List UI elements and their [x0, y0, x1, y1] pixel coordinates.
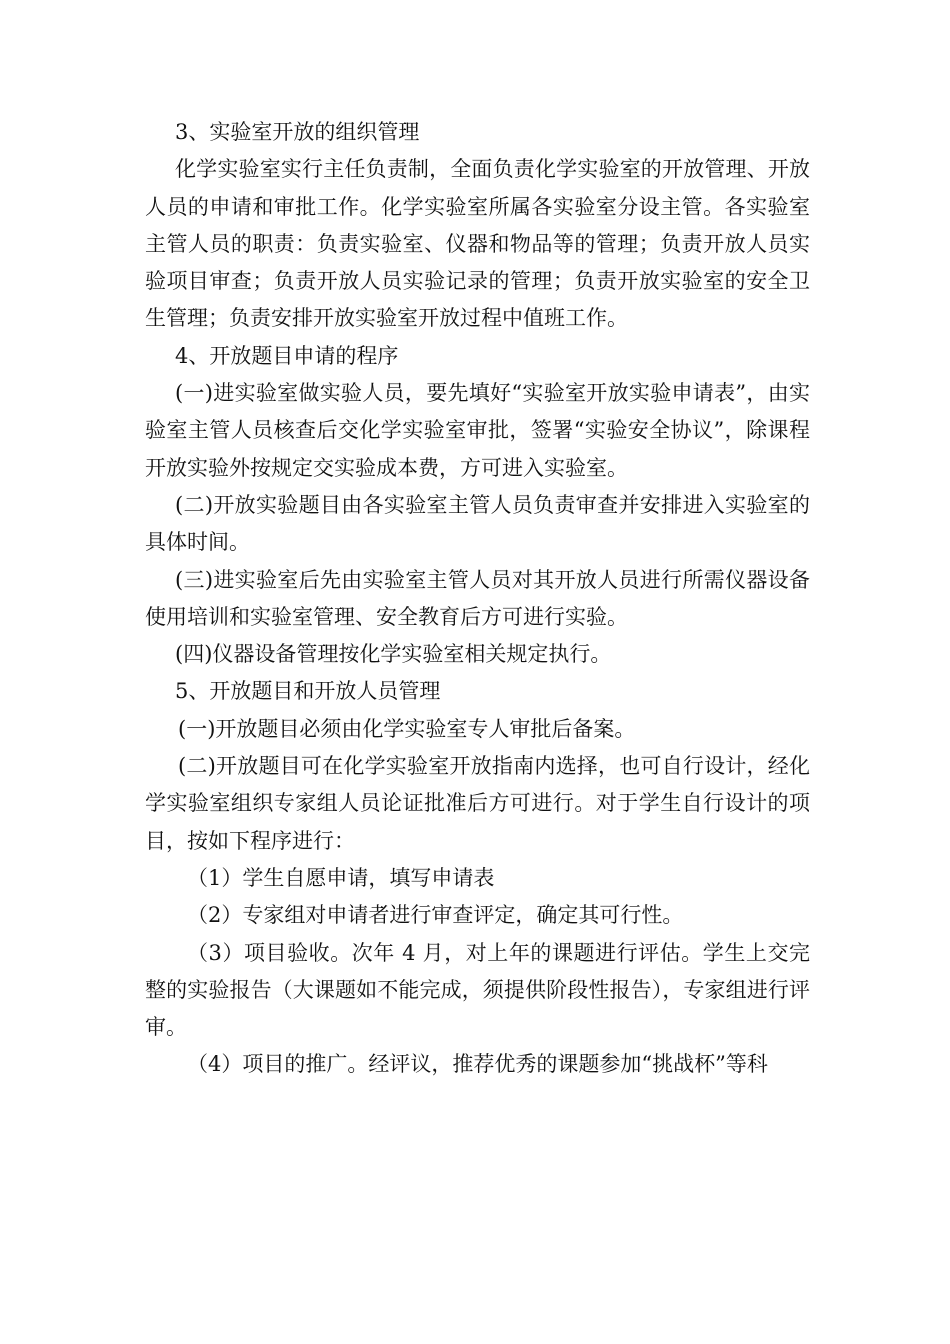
list-item-step-3: （3）项目验收。次年 4 月，对上年的课题进行评估。学生上交完整的实验报告（大课题如不能完成，须提供阶段性报告），专家组进行评审。 [145, 940, 810, 1040]
list-item-step-4: （4）项目的推广。经评议，推荐优秀的课题参加“挑战杯”等科 [187, 1052, 768, 1077]
paragraph-topic-management-2: (二)开放题目可在化学实验室开放指南内选择，也可自行设计，经化学实验室组织专家组人员论证批准后方可进行。对于学生自行设计的项目，按如下程序进行： [145, 754, 810, 853]
paragraph-procedure-4: (四)仪器设备管理按化学实验室相关规定执行。 [175, 642, 612, 667]
document-body [145, 114, 810, 1084]
paragraph-topic-management-1: (一)开放题目必须由化学实验室专人审批后备案。 [178, 716, 636, 741]
list-item-step-1: （1）学生自愿申请，填写申请表 [187, 865, 495, 890]
section-heading-4: 4、开放题目申请的程序 [175, 343, 399, 368]
paragraph-procedure-1: (一)进实验室做实验人员，要先填好“实验室开放实验申请表”，由实验室主管人员核查后交化学实验室审批，签署“实验安全协议”，除课程开放实验外按规定交实验成本费，方可进入实验室。 [145, 381, 810, 480]
paragraph-procedure-2: (二)开放实验题目由各实验室主管人员负责审查并安排进入实验室的具体时间。 [145, 492, 810, 555]
list-item-step-2: （2）专家组对申请者进行审查评定，确定其可行性。 [187, 903, 684, 928]
section-heading-5: 5、开放题目和开放人员管理 [175, 679, 441, 704]
paragraph-lab-management: 化学实验室实行主任负责制，全面负责化学实验室的开放管理、开放人员的申请和审批工作。化学实验室所属各实验室分设主管。各实验室主管人员的职责：负责实验室、仪器和物品等的管理；负责开放人员实验项目审查；负责开放人员实验记录的管理；负责开放实验室的安全卫生管理；负责安排开放实验室开放过程中值班工作。 [145, 157, 810, 331]
section-heading-3: 3、实验室开放的组织管理 [175, 120, 420, 144]
paragraph-procedure-3: (三)进实验室后先由实验室主管人员对其开放人员进行所需仪器设备使用培训和实验室管理、安全教育后方可进行实验。 [145, 567, 810, 629]
